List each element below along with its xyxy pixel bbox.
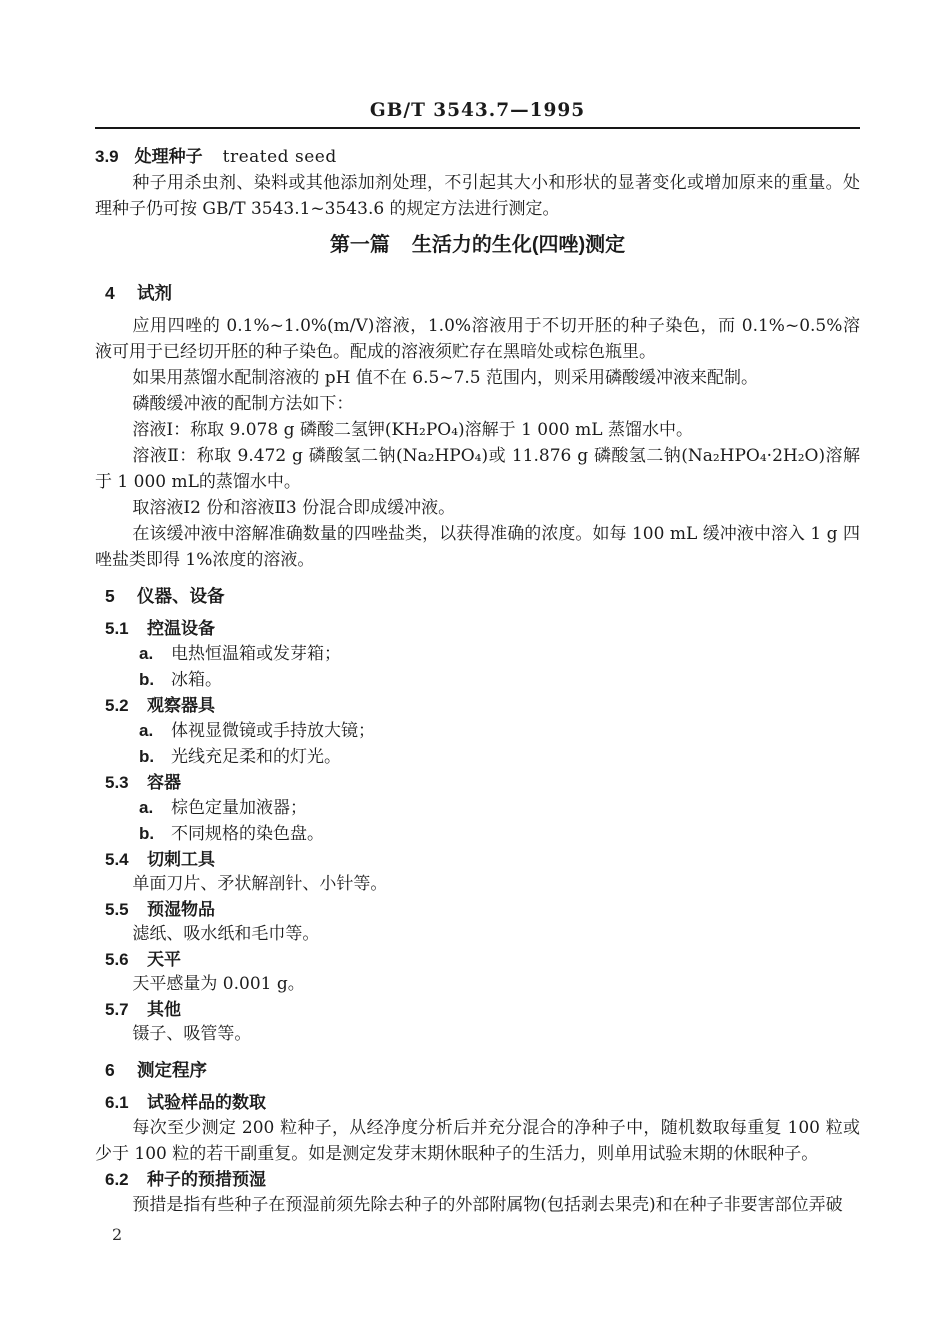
subsection-title: 试验样品的数取 (147, 1093, 266, 1112)
list-item (95, 718, 860, 744)
subsection-note: 镊子、吸管等。 (132, 1024, 252, 1044)
list-item-marker: a. (139, 798, 154, 817)
list-item-marker: b. (139, 824, 155, 843)
clause-3-9-heading (95, 144, 860, 170)
subsection-number: 5.5 (105, 900, 129, 919)
subsection-5-2-heading (95, 693, 860, 718)
paragraph: 如果用蒸馏水配制溶液的 pH 值不在 6.5~7.5 范围内，则采用磷酸缓冲液来配制。 (132, 368, 759, 388)
doc-code: GB/T 3543.7—1995 (369, 100, 586, 121)
subsection-5-6-heading (95, 947, 860, 972)
subsection-title: 切刺工具 (147, 850, 215, 869)
subsection-title: 种子的预措预湿 (147, 1170, 266, 1189)
subsection-number: 5.1 (105, 619, 129, 638)
subsection-title: 容器 (147, 773, 181, 792)
list-item-text: 冰箱。 (171, 670, 222, 690)
paragraph: 溶液Ⅱ：称取 9.472 g 磷酸氢二钠(Na₂HPO₄)或 11.876 g 磷酸氢二钠(Na₂HPO₄·2H₂O)溶解于 1 000 mL的蒸馏水中。 (95, 446, 860, 492)
section-title: 试剂 (137, 283, 172, 303)
section-4-heading (95, 280, 860, 306)
part-label: 第一篇 (329, 234, 390, 256)
paragraph: 应用四唑的 0.1%~1.0%(m/V)溶液，1.0%溶液用于不切开胚的种子染色，而 0.1%~0.5%溶液可用于已经切开胚的种子染色。配成的溶液须贮存在黑暗处或棕色瓶里。 (95, 316, 860, 362)
subsection-5-3-heading (95, 770, 860, 795)
section-title: 仪器、设备 (137, 586, 225, 606)
paragraph: 在该缓冲液中溶解准确数量的四唑盐类，以获得准确的浓度。如每 100 mL 缓冲液中溶入 1 g 四唑盐类即得 1%浓度的溶液。 (95, 524, 860, 570)
subsection-title: 天平 (147, 950, 181, 969)
subsection-5-1-heading (95, 616, 860, 641)
clause-title-en: treated seed (222, 147, 337, 167)
list-item (95, 795, 860, 821)
list-item (95, 667, 860, 693)
list-item-text: 光线充足柔和的灯光。 (171, 747, 341, 767)
subsection-note: 天平感量为 0.001 g。 (132, 974, 305, 994)
paragraph: 预措是指有些种子在预湿前须先除去种子的外部附属物(包括剥去果壳)和在种子非要害部位弄破 (132, 1195, 843, 1215)
list-item-text: 不同规格的染色盘。 (171, 824, 324, 844)
header-rule (95, 127, 860, 129)
list-item-text: 棕色定量加液器； (171, 798, 307, 818)
paragraph: 磷酸缓冲液的配制方法如下： (132, 394, 354, 414)
section-5-heading (95, 583, 860, 609)
subsection-number: 5.6 (105, 950, 129, 969)
section-number: 4 (105, 283, 115, 303)
subsection-6-2-heading (95, 1167, 860, 1192)
section-6-heading (95, 1057, 860, 1083)
subsection-number: 5.7 (105, 1000, 129, 1019)
subsection-5-7-heading (95, 997, 860, 1022)
subsection-6-1-heading (95, 1090, 860, 1115)
list-item (95, 641, 860, 667)
subsection-title: 预湿物品 (147, 900, 215, 919)
subsection-number: 6.2 (105, 1170, 129, 1189)
clause-title-zh: 处理种子 (134, 147, 203, 166)
paragraph: 每次至少测定 200 粒种子，从经净度分析后并充分混合的净种子中，随机数取每重复 100 粒或少于 100 粒的若干副重复。如是测定发芽末期休眠种子的生活力，则单用试验末期的休眠种子。 (95, 1118, 860, 1164)
section-number: 6 (105, 1060, 115, 1080)
clause-3-9-body: 种子用杀虫剂、染料或其他添加剂处理，不引起其大小和形状的显著变化或增加原来的重量。处理种子仍可按 GB/T 3543.1~3543.6 的规定方法进行测定。 (95, 173, 860, 219)
subsection-title: 其他 (147, 1000, 181, 1019)
list-item-marker: a. (139, 721, 154, 740)
list-item-marker: b. (139, 747, 155, 766)
subsection-title: 控温设备 (147, 619, 215, 638)
list-item-text: 电热恒温箱或发芽箱； (171, 644, 341, 664)
subsection-number: 5.2 (105, 696, 129, 715)
list-item-marker: b. (139, 670, 155, 689)
subsection-5-4-heading (95, 847, 860, 872)
list-item-text: 体视显微镜或手持放大镜； (171, 721, 375, 741)
subsection-number: 5.3 (105, 773, 129, 792)
section-title: 测定程序 (137, 1060, 207, 1080)
list-item (95, 744, 860, 770)
clause-number: 3.9 (95, 147, 119, 166)
part-title (95, 230, 860, 260)
subsection-note: 滤纸、吸水纸和毛巾等。 (132, 924, 320, 944)
part-title-text: 生活力的生化(四唑)测定 (411, 234, 626, 256)
section-number: 5 (105, 586, 115, 606)
paragraph: 溶液Ⅰ：称取 9.078 g 磷酸二氢钾(KH₂PO₄)溶解于 1 000 mL 蒸馏水中。 (132, 420, 693, 440)
subsection-number: 6.1 (105, 1093, 129, 1112)
list-item-marker: a. (139, 644, 154, 663)
subsection-5-5-heading (95, 897, 860, 922)
subsection-title: 观察器具 (147, 696, 215, 715)
page-number: 2 (112, 1225, 123, 1244)
list-item (95, 821, 860, 847)
subsection-note: 单面刀片、矛状解剖针、小针等。 (132, 874, 388, 894)
paragraph: 取溶液Ⅰ2 份和溶液Ⅱ3 份混合即成缓冲液。 (132, 498, 456, 518)
subsection-number: 5.4 (105, 850, 129, 869)
